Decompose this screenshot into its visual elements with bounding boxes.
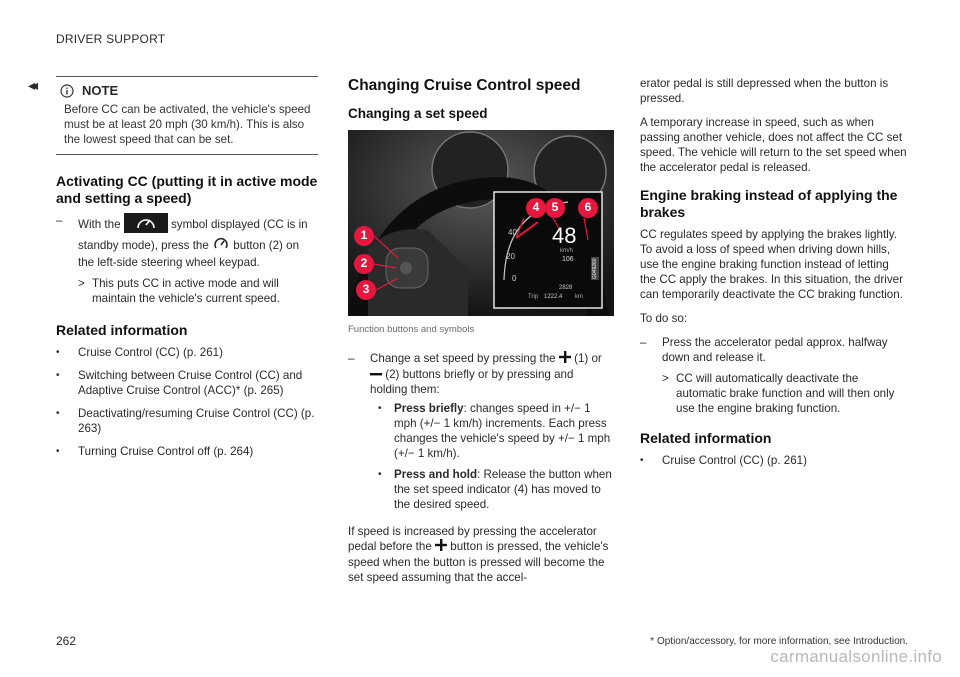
related-heading-2: Related information	[640, 430, 772, 446]
engine-braking-step-text: Press the accelerator pedal approx. halfway down and release it.	[662, 336, 888, 364]
change-step	[348, 351, 614, 518]
dial-label-20: 20	[506, 252, 515, 261]
accelerator-paragraph-continued: erator pedal is still depressed when the button is pressed.	[640, 77, 889, 105]
list-item	[378, 467, 614, 512]
speed-unit: km/h	[560, 248, 574, 254]
plus-button-icon	[435, 539, 447, 555]
related-link[interactable]: Deactivating/resuming Cruise Control (CC) (p. 263)	[78, 407, 315, 435]
section-header: DRIVER SUPPORT	[56, 32, 166, 46]
activating-step	[56, 213, 318, 270]
dashboard-figure	[348, 130, 614, 316]
activating-heading: Activating CC (putting it in active mode and setting a speed)	[56, 173, 318, 206]
press-briefly-item	[394, 401, 614, 461]
bullet: •	[56, 446, 60, 457]
trip-label: Trip	[528, 294, 539, 300]
bullet: •	[56, 408, 60, 419]
set-speed: 106	[562, 256, 574, 263]
related-list-1	[56, 345, 318, 459]
step-dash: –	[56, 214, 63, 227]
cruise-control-symbol-icon	[124, 213, 168, 237]
engine-braking-result-text: CC will automatically deactivate the automatic brake function and will then only use the engine braking function.	[676, 372, 895, 415]
accelerator-paragraph	[348, 524, 614, 585]
accel-text-b: button is pressed, the vehicle's speed when the button is pressed will become the set speed assuming that the accel-	[348, 540, 609, 585]
step-text-part2: symbol displayed (CC is in standby mode), press the	[78, 218, 308, 253]
dial-label-40: 40	[508, 228, 517, 237]
column-left	[56, 76, 318, 467]
note-text: Before CC can be activated, the vehicle's speed must be at least 20 mph (30 km/h). This is also the lowest speed that can be set.	[64, 103, 311, 146]
list-item[interactable]	[56, 406, 318, 436]
step-text-part1: With the	[78, 218, 121, 232]
press-briefly-text: : changes speed in +/− 1 mph (+/− 1 km/h) increments. Each press changes the vehicle's speed by +/− 1 mph (+/− 1 km/h).	[394, 402, 611, 461]
callout-3-label: 3	[362, 282, 370, 296]
callout-1-label: 1	[360, 228, 368, 242]
list-item[interactable]	[56, 345, 318, 360]
note-box	[56, 76, 318, 155]
bullet: •	[56, 370, 60, 381]
odometer: 2828	[559, 285, 573, 291]
bullet: •	[378, 469, 382, 481]
column-middle	[348, 76, 614, 594]
activating-step-text	[78, 213, 318, 270]
current-speed: 48	[552, 223, 577, 248]
engine-braking-text: CC regulates speed by applying the brakes lightly. To avoid a loss of speed when driving down hills, use the engine braking function instead of letting the CC apply the brakes. In this situation, the driver can temporarily deactivate the CC braking function.	[640, 228, 903, 301]
watermark: carmanualsonline.info	[770, 647, 942, 666]
engine-braking-heading: Engine braking instead of applying the brakes	[640, 187, 898, 220]
bullet: •	[640, 455, 644, 466]
activating-result	[78, 276, 318, 306]
press-briefly-title: Press briefly	[394, 402, 464, 416]
temporary-increase-paragraph: A temporary increase in speed, such as when passing another vehicle, does not affect the CC set speed. The vehicle will return to the set speed when the accelerator pedal is released.	[640, 116, 907, 174]
activating-result-text: This puts CC in active mode and will maintain the vehicle's current speed.	[92, 277, 280, 305]
press-hold-title: Press and hold	[394, 468, 478, 482]
change-step-body	[370, 351, 614, 518]
list-item[interactable]	[56, 444, 318, 459]
cc-button-icon	[212, 237, 230, 255]
change-step-text-c: (2) buttons briefly or by pressing and holding them:	[370, 368, 574, 397]
press-hold-text: : Release the button when the set speed indicator (4) has moved to the desired speed.	[394, 468, 612, 512]
result-marker: >	[78, 277, 85, 290]
changing-subheading: Changing a set speed	[348, 106, 488, 121]
related-list-2	[640, 453, 908, 468]
note-title: NOTE	[82, 83, 119, 98]
related-heading-1: Related information	[56, 322, 188, 338]
step-dash: –	[348, 352, 355, 365]
step-dash: –	[640, 336, 647, 349]
page-number: 262	[56, 634, 77, 648]
plus-button-icon	[559, 351, 571, 367]
figure-caption: Function buttons and symbols	[348, 324, 475, 335]
trip-value: 1222.4	[544, 294, 563, 300]
callout-5-label: 5	[551, 200, 559, 214]
callout-2-label: 2	[360, 256, 368, 270]
related-link[interactable]: Cruise Control (CC) (p. 261)	[78, 346, 223, 359]
changing-title: Changing Cruise Control speed	[348, 77, 581, 94]
step-text-part3: button (2) on the left-side steering wheel keypad.	[78, 239, 300, 269]
engine-braking-result	[662, 371, 908, 416]
change-step-text-a: Change a set speed by pressing the	[370, 352, 556, 366]
list-item[interactable]	[56, 368, 318, 398]
press-options-list	[370, 401, 614, 512]
list-item	[378, 401, 614, 461]
trip-unit: km	[575, 294, 583, 300]
to-do-so: To do so:	[640, 312, 688, 325]
back-nav-arrow-icon[interactable]: ◂◂	[28, 77, 35, 93]
result-marker: >	[662, 372, 669, 385]
callout-4-label: 4	[532, 200, 540, 214]
footer-note: * Option/accessory, for more information, see Introduction.	[650, 636, 908, 647]
figure-code: G049260	[592, 258, 598, 279]
engine-braking-step	[640, 335, 908, 365]
bullet: •	[378, 403, 382, 415]
related-link[interactable]: Turning Cruise Control off (p. 264)	[78, 445, 254, 458]
accel-text-a: If speed is increased by pressing the accelerator pedal before the	[348, 525, 597, 554]
column-right	[640, 76, 908, 476]
change-step-text-b: (1) or	[574, 352, 602, 366]
note-header	[60, 83, 318, 98]
info-icon	[60, 84, 74, 98]
minus-button-icon	[370, 367, 382, 382]
callout-6-label: 6	[584, 200, 592, 214]
related-link[interactable]: Switching between Cruise Control (CC) and Adaptive Cruise Control (ACC)* (p. 265)	[78, 369, 303, 397]
list-item[interactable]	[640, 453, 908, 468]
bullet: •	[56, 347, 60, 358]
press-hold-item	[394, 467, 614, 512]
keypad-center-button	[400, 262, 412, 274]
dial-label-0: 0	[512, 274, 517, 283]
related-link[interactable]: Cruise Control (CC) (p. 261)	[662, 454, 807, 467]
